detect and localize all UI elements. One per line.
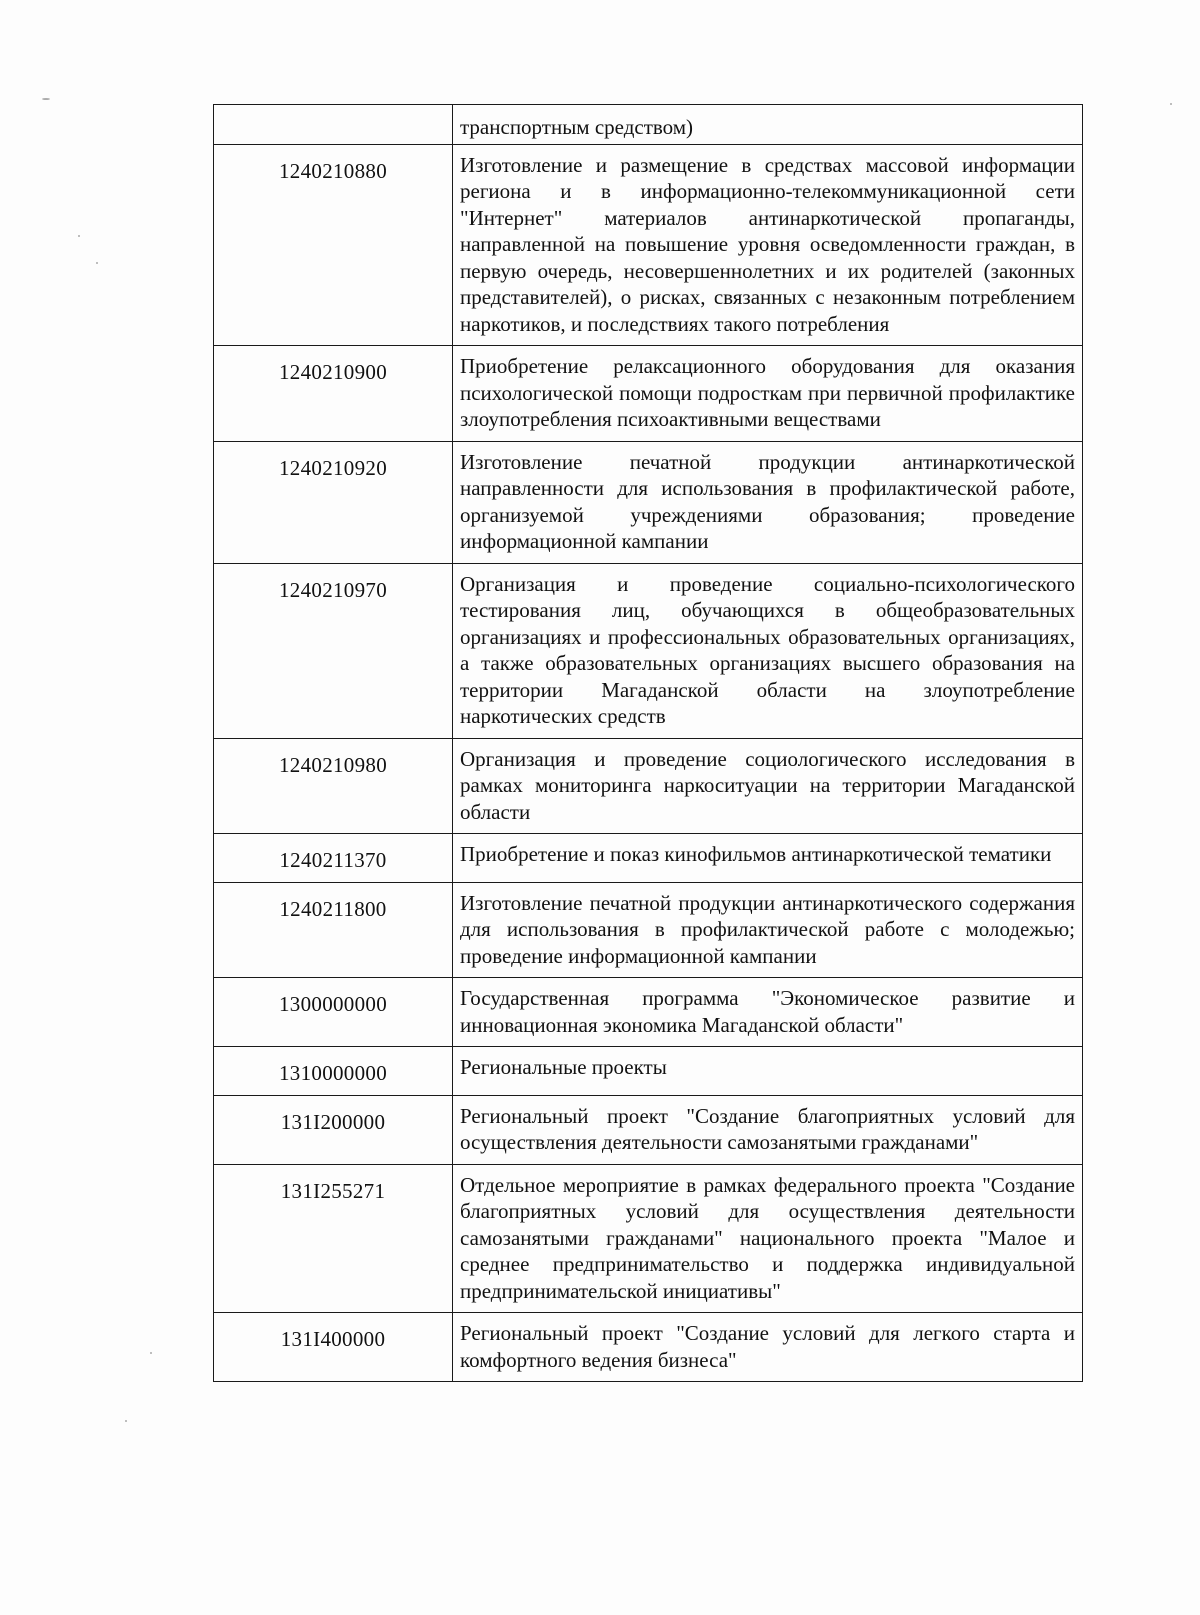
table-row [214, 882, 1083, 978]
scan-speck [125, 1420, 127, 1422]
description-cell: Приобретение релаксационного оборудования для оказания психологической помощи подросткам при первичной профилактике злоупотребления психоактивными веществами [453, 346, 1083, 442]
description-cell: Отдельное мероприятие в рамках федерального проекта "Создание благоприятных условий для осуществления деятельности самозанятыми гражданами" национального проекта "Малое и среднее предпринимательство и поддержка индивидуальной предпринимательской инициативы" [453, 1164, 1083, 1313]
code-cell: 131I200000 [214, 1095, 453, 1164]
table-row [214, 738, 1083, 834]
table-row [214, 441, 1083, 563]
scan-speck [78, 235, 80, 237]
table-row [214, 105, 1083, 145]
code-cell: 1240210900 [214, 346, 453, 442]
code-cell: 131I400000 [214, 1313, 453, 1382]
budget-codes-table [213, 104, 1083, 1382]
table-row [214, 346, 1083, 442]
description-cell: Изготовление печатной продукции антинаркотического содержания для использования в профилактической работе с молодежью; проведение информационной кампании [453, 882, 1083, 978]
scan-speck [1170, 103, 1172, 105]
code-cell: 1240210920 [214, 441, 453, 563]
scan-speck [96, 262, 98, 264]
table-row [214, 1313, 1083, 1382]
table-row [214, 978, 1083, 1047]
description-cell: Организация и проведение социально-психологического тестирования лиц, обучающихся в общеобразовательных организациях и профессиональных образовательных организациях, а также образовательных организациях высшего образования на территории Магаданской области на злоупотребление наркотических средств [453, 563, 1083, 738]
code-cell: 1240211370 [214, 834, 453, 883]
code-cell: 131I255271 [214, 1164, 453, 1313]
description-cell: Изготовление печатной продукции антинаркотической направленности для использования в профилактической работе, организуемой учреждениями образования; проведение информационной кампании [453, 441, 1083, 563]
table-row [214, 1047, 1083, 1096]
table-row [214, 1164, 1083, 1313]
description-cell: Региональные проекты [453, 1047, 1083, 1096]
description-cell: Региональный проект "Создание условий для легкого старта и комфортного ведения бизнеса" [453, 1313, 1083, 1382]
description-cell: Изготовление и размещение в средствах массовой информации региона и в информационно-телекоммуникационной сети "Интернет" материалов антинаркотической пропаганды, направленной на повышение уровня осведомленности граждан, в первую очередь, несовершеннолетних и их родителей (законных представителей), о рисках, связанных с незаконным потреблением наркотиков, и последствиях такого потребления [453, 144, 1083, 346]
code-cell: 1310000000 [214, 1047, 453, 1096]
description-cell: транспортным средством) [453, 105, 1083, 145]
table-row [214, 144, 1083, 346]
code-cell: 1240210880 [214, 144, 453, 346]
table-row [214, 563, 1083, 738]
code-cell: 1240210970 [214, 563, 453, 738]
description-cell: Государственная программа "Экономическое развитие и инновационная экономика Магаданской области" [453, 978, 1083, 1047]
description-cell: Региональный проект "Создание благоприятных условий для осуществления деятельности самозанятыми гражданами" [453, 1095, 1083, 1164]
description-cell: Приобретение и показ кинофильмов антинаркотической тематики [453, 834, 1083, 883]
table-row [214, 1095, 1083, 1164]
code-cell: 1240211800 [214, 882, 453, 978]
code-cell: 1300000000 [214, 978, 453, 1047]
scan-speck [150, 1352, 152, 1354]
scan-speck [42, 98, 50, 100]
code-cell: 1240210980 [214, 738, 453, 834]
code-cell [214, 105, 453, 145]
description-cell: Организация и проведение социологического исследования в рамках мониторинга наркоситуации на территории Магаданской области [453, 738, 1083, 834]
table-row [214, 834, 1083, 883]
